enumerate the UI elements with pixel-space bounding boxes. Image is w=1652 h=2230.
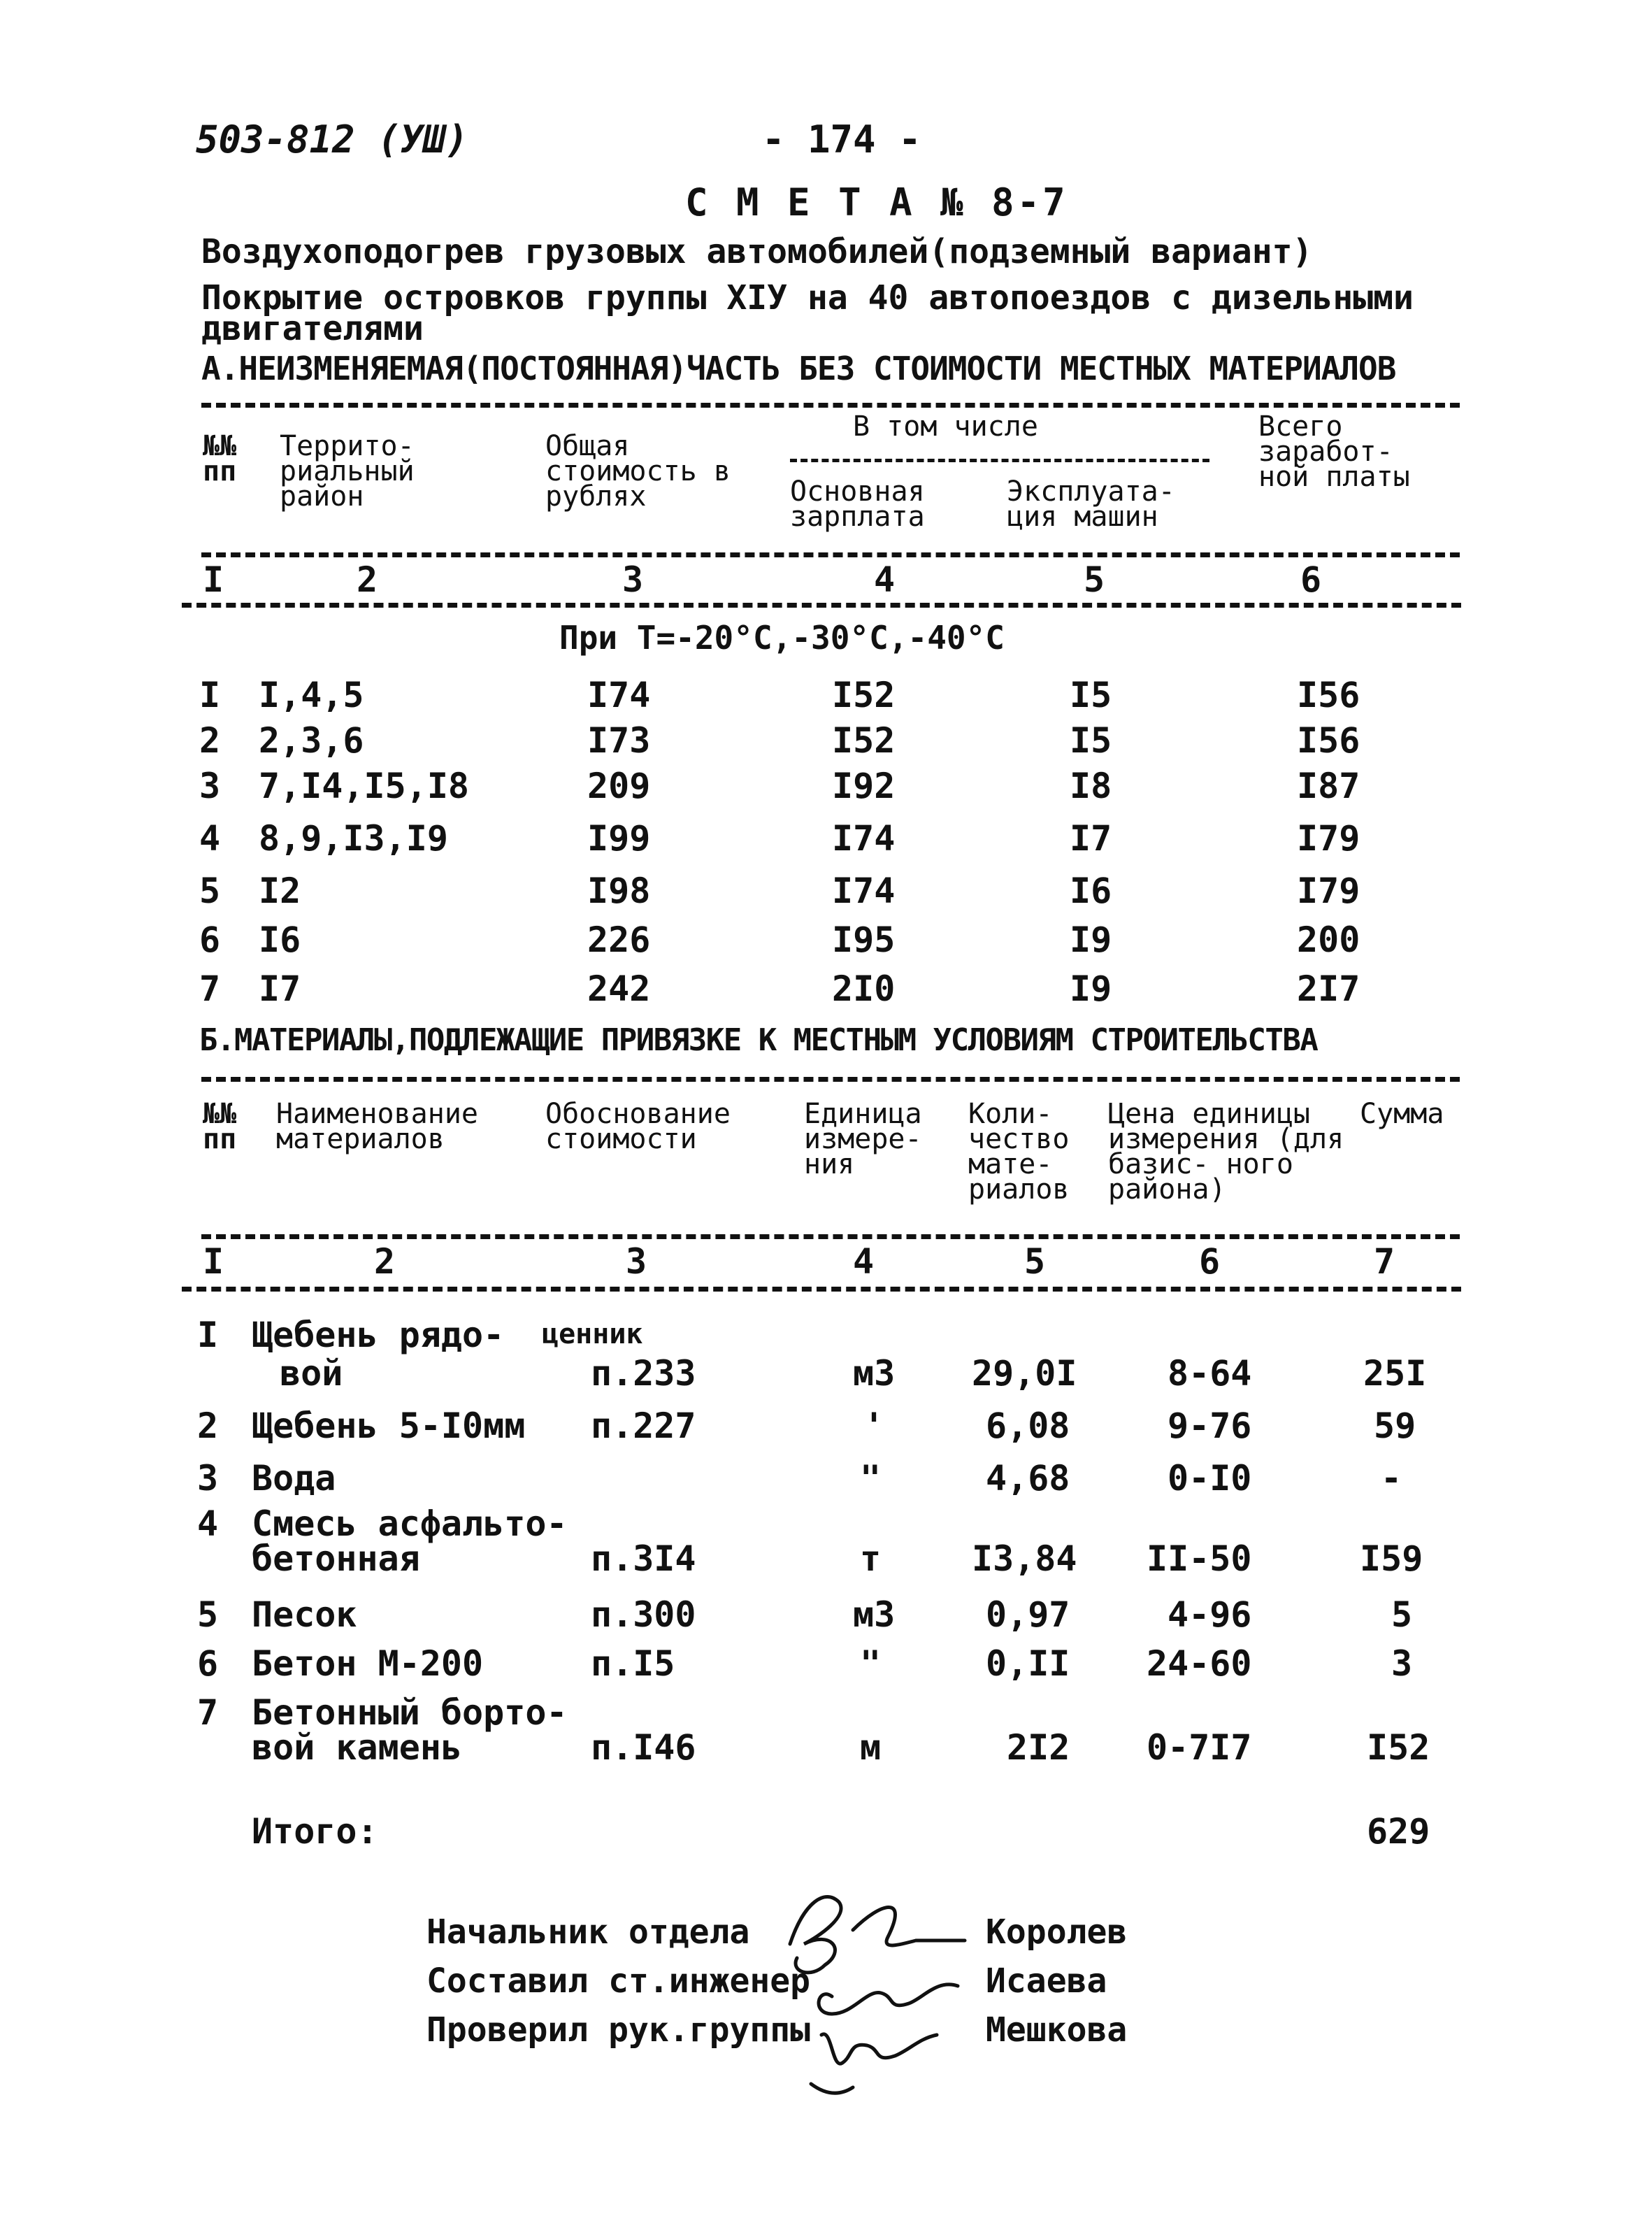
row-number: 3 [197,1458,219,1499]
machines-cell: I5 [1070,720,1112,761]
basis-cell: п.I5 [591,1643,675,1684]
row-number: 6 [199,920,221,960]
signature-scribble [811,2084,853,2093]
basis-source: ценник [542,1318,643,1350]
material-name: Бетонный борто- [252,1692,568,1733]
machines-cell: I7 [1070,818,1112,859]
total-salary-cell: I56 [1297,675,1360,715]
region-cell: 2,3,6 [259,720,364,761]
total-cell: 226 [587,920,651,960]
row-number: 2 [199,720,221,761]
qty-cell: 29,0I [972,1353,1077,1394]
row-number: 3 [199,766,221,806]
b-col-number: I [203,1241,224,1282]
material-name: Щебень 5-I0мм [252,1406,526,1446]
qty-cell: 0,II [986,1643,1070,1684]
sum-cell: 59 [1374,1406,1416,1446]
region-cell: I7 [259,969,301,1009]
total-salary-cell: 2I7 [1297,969,1360,1009]
a-col-number: 4 [874,559,896,600]
sum-cell: 25I [1363,1353,1427,1394]
total-value: 629 [1367,1811,1430,1852]
region-cell: 8,9,I3,I9 [259,818,448,859]
row-number: 7 [197,1692,219,1733]
material-name-cont: вой [280,1353,343,1394]
a-col-salary-header: Основная зарплата [790,476,925,533]
a-col-total-salary-header: Всего заработ- ной платы [1258,410,1410,493]
qty-cell: I3,84 [972,1538,1077,1579]
divider [790,459,1209,462]
basis-cell: п.233 [591,1353,696,1394]
signature-scribble [821,2034,937,2064]
total-salary-cell: 200 [1297,920,1360,960]
material-name-cont: вой камень [252,1727,463,1768]
salary-cell: 2I0 [832,969,896,1009]
b-col-basis-header: Обоснование стоимости [545,1098,731,1155]
region-cell: 7,I4,I5,I8 [259,766,470,806]
a-col-number: 6 [1300,559,1322,600]
a-col-machines-header: Эксплуата- ция машин [1007,476,1175,533]
total-label: Итого: [252,1811,378,1852]
material-name-cont: бетонная [252,1538,420,1579]
total-cell: I98 [587,871,651,911]
divider [182,1287,1461,1292]
basis-cell: п.I46 [591,1727,696,1768]
signature-role: Проверил рук.группы [426,2010,811,2050]
sum-cell: I52 [1367,1727,1430,1768]
material-name: Бетон М-200 [252,1643,484,1684]
price-cell: 0-7I7 [1147,1727,1252,1768]
price-cell: 9-76 [1168,1406,1252,1446]
a-col-number: 5 [1084,559,1105,600]
machines-cell: I9 [1070,969,1112,1009]
unit-cell: м3 [853,1353,896,1394]
estimate-title: С М Е Т А № 8-7 [685,180,1068,224]
a-col-number: 2 [357,559,378,600]
row-number: 7 [199,969,221,1009]
section-b-title: Б.МАТЕРИАЛЫ,ПОДЛЕЖАЩИЕ ПРИВЯЗКЕ К МЕСТНЫМ УСЛОВИЯМ СТРОИТЕЛЬСТВА [199,1022,1318,1058]
doc-code: 503-812 (УШ) [196,117,469,162]
machines-cell: I5 [1070,675,1112,715]
row-number: I [199,675,221,715]
b-col-number: 4 [853,1241,875,1282]
b-col-num-header: №№ пп [203,1098,237,1155]
unit-cell: т [860,1538,882,1579]
signature-scribble [790,1897,841,1973]
region-cell: I2 [259,871,301,911]
b-col-name-header: Наименование материалов [276,1098,478,1155]
b-col-sum-header: Сумма [1360,1098,1444,1130]
temperature-note: При Т=-20°С,-30°С,-40°С [559,619,1005,657]
signature-role: Составил ст.инженер [426,1961,811,2001]
material-name: Щебень рядо- [252,1315,505,1355]
row-number: I [197,1315,219,1355]
price-cell: 8-64 [1168,1353,1252,1394]
price-cell: II-50 [1147,1538,1252,1579]
total-salary-cell: I56 [1297,720,1360,761]
qty-cell: 6,08 [986,1406,1070,1446]
b-col-qty-header: Коли- чество мате- риалов [968,1098,1070,1206]
row-number: 2 [197,1406,219,1446]
basis-cell: п.227 [591,1406,696,1446]
signature-scribble [853,1908,965,1945]
machines-cell: I9 [1070,920,1112,960]
signature-name: Королев [986,1913,1128,1952]
total-cell: I99 [587,818,651,859]
salary-cell: I52 [832,675,896,715]
a-col-total-header: Общая стоимость в рублях [545,430,731,513]
signature-scribble [819,1985,958,2014]
total-salary-cell: I87 [1297,766,1360,806]
total-cell: I73 [587,720,651,761]
row-number: 5 [197,1594,219,1635]
subtitle-3: двигателями [201,309,424,348]
basis-cell: п.3I4 [591,1538,696,1579]
a-col-num-header: №№ пп [203,430,237,487]
qty-cell: 0,97 [986,1594,1070,1635]
divider [201,403,1460,408]
total-cell: 209 [587,766,651,806]
b-col-unit-header: Единица измере- ния [804,1098,922,1180]
divider [201,1234,1460,1239]
salary-cell: I74 [832,818,896,859]
material-name: Смесь асфальто- [252,1503,568,1544]
region-cell: I,4,5 [259,675,364,715]
row-number: 5 [199,871,221,911]
b-col-number: 6 [1199,1241,1221,1282]
sum-cell: 3 [1391,1643,1413,1684]
material-name: Вода [252,1458,336,1499]
unit-cell: м3 [853,1594,896,1635]
divider [201,1077,1460,1082]
signature-name: Мешкова [986,2010,1128,2050]
material-name: Песок [252,1594,357,1635]
divider [182,603,1461,608]
a-col-number: 3 [622,559,644,600]
b-col-number: 7 [1374,1241,1395,1282]
basis-cell: п.300 [591,1594,696,1635]
machines-cell: I8 [1070,766,1112,806]
qty-cell: 2I2 [1007,1727,1070,1768]
row-number: 6 [197,1643,219,1684]
machines-cell: I6 [1070,871,1112,911]
b-col-number: 5 [1024,1241,1046,1282]
price-cell: 24-60 [1147,1643,1252,1684]
a-col-region-header: Террито- риальный район [280,430,415,513]
divider [201,552,1460,557]
a-col-number: I [203,559,224,600]
unit-cell: ' [863,1406,885,1446]
salary-cell: I74 [832,871,896,911]
subtitle-2: Покрытие островков группы XIУ на 40 автопоездов с дизельными [201,278,1414,317]
unit-cell: " [860,1643,882,1684]
sum-cell: I59 [1360,1538,1423,1579]
section-a-title: А.НЕИЗМЕНЯЕМАЯ(ПОСТОЯННАЯ)ЧАСТЬ БЕЗ СТОИМОСТИ МЕСТНЫХ МАТЕРИАЛОВ [201,350,1396,387]
b-col-number: 2 [374,1241,396,1282]
total-cell: 242 [587,969,651,1009]
handwritten-signatures [727,1874,993,2112]
row-number: 4 [199,818,221,859]
sum-cell: - [1381,1458,1402,1499]
total-cell: I74 [587,675,651,715]
a-col-including-header: В том числе [853,410,1038,443]
subtitle-1: Воздухоподогрев грузовых автомобилей(подземный вариант) [201,232,1313,271]
signature-name: Исаева [986,1961,1107,2001]
qty-cell: 4,68 [986,1458,1070,1499]
salary-cell: I95 [832,920,896,960]
salary-cell: I92 [832,766,896,806]
sum-cell: 5 [1391,1594,1413,1635]
total-salary-cell: I79 [1297,871,1360,911]
b-col-price-header: Цена единицы измерения (для базис- ного района) [1108,1098,1344,1206]
signature-role: Начальник отдела [426,1913,750,1952]
salary-cell: I52 [832,720,896,761]
page-number: - 174 - [762,117,921,162]
b-col-number: 3 [626,1241,647,1282]
unit-cell: " [860,1458,882,1499]
total-salary-cell: I79 [1297,818,1360,859]
price-cell: 0-I0 [1168,1458,1252,1499]
unit-cell: м [860,1727,882,1768]
price-cell: 4-96 [1168,1594,1252,1635]
row-number: 4 [197,1503,219,1544]
region-cell: I6 [259,920,301,960]
